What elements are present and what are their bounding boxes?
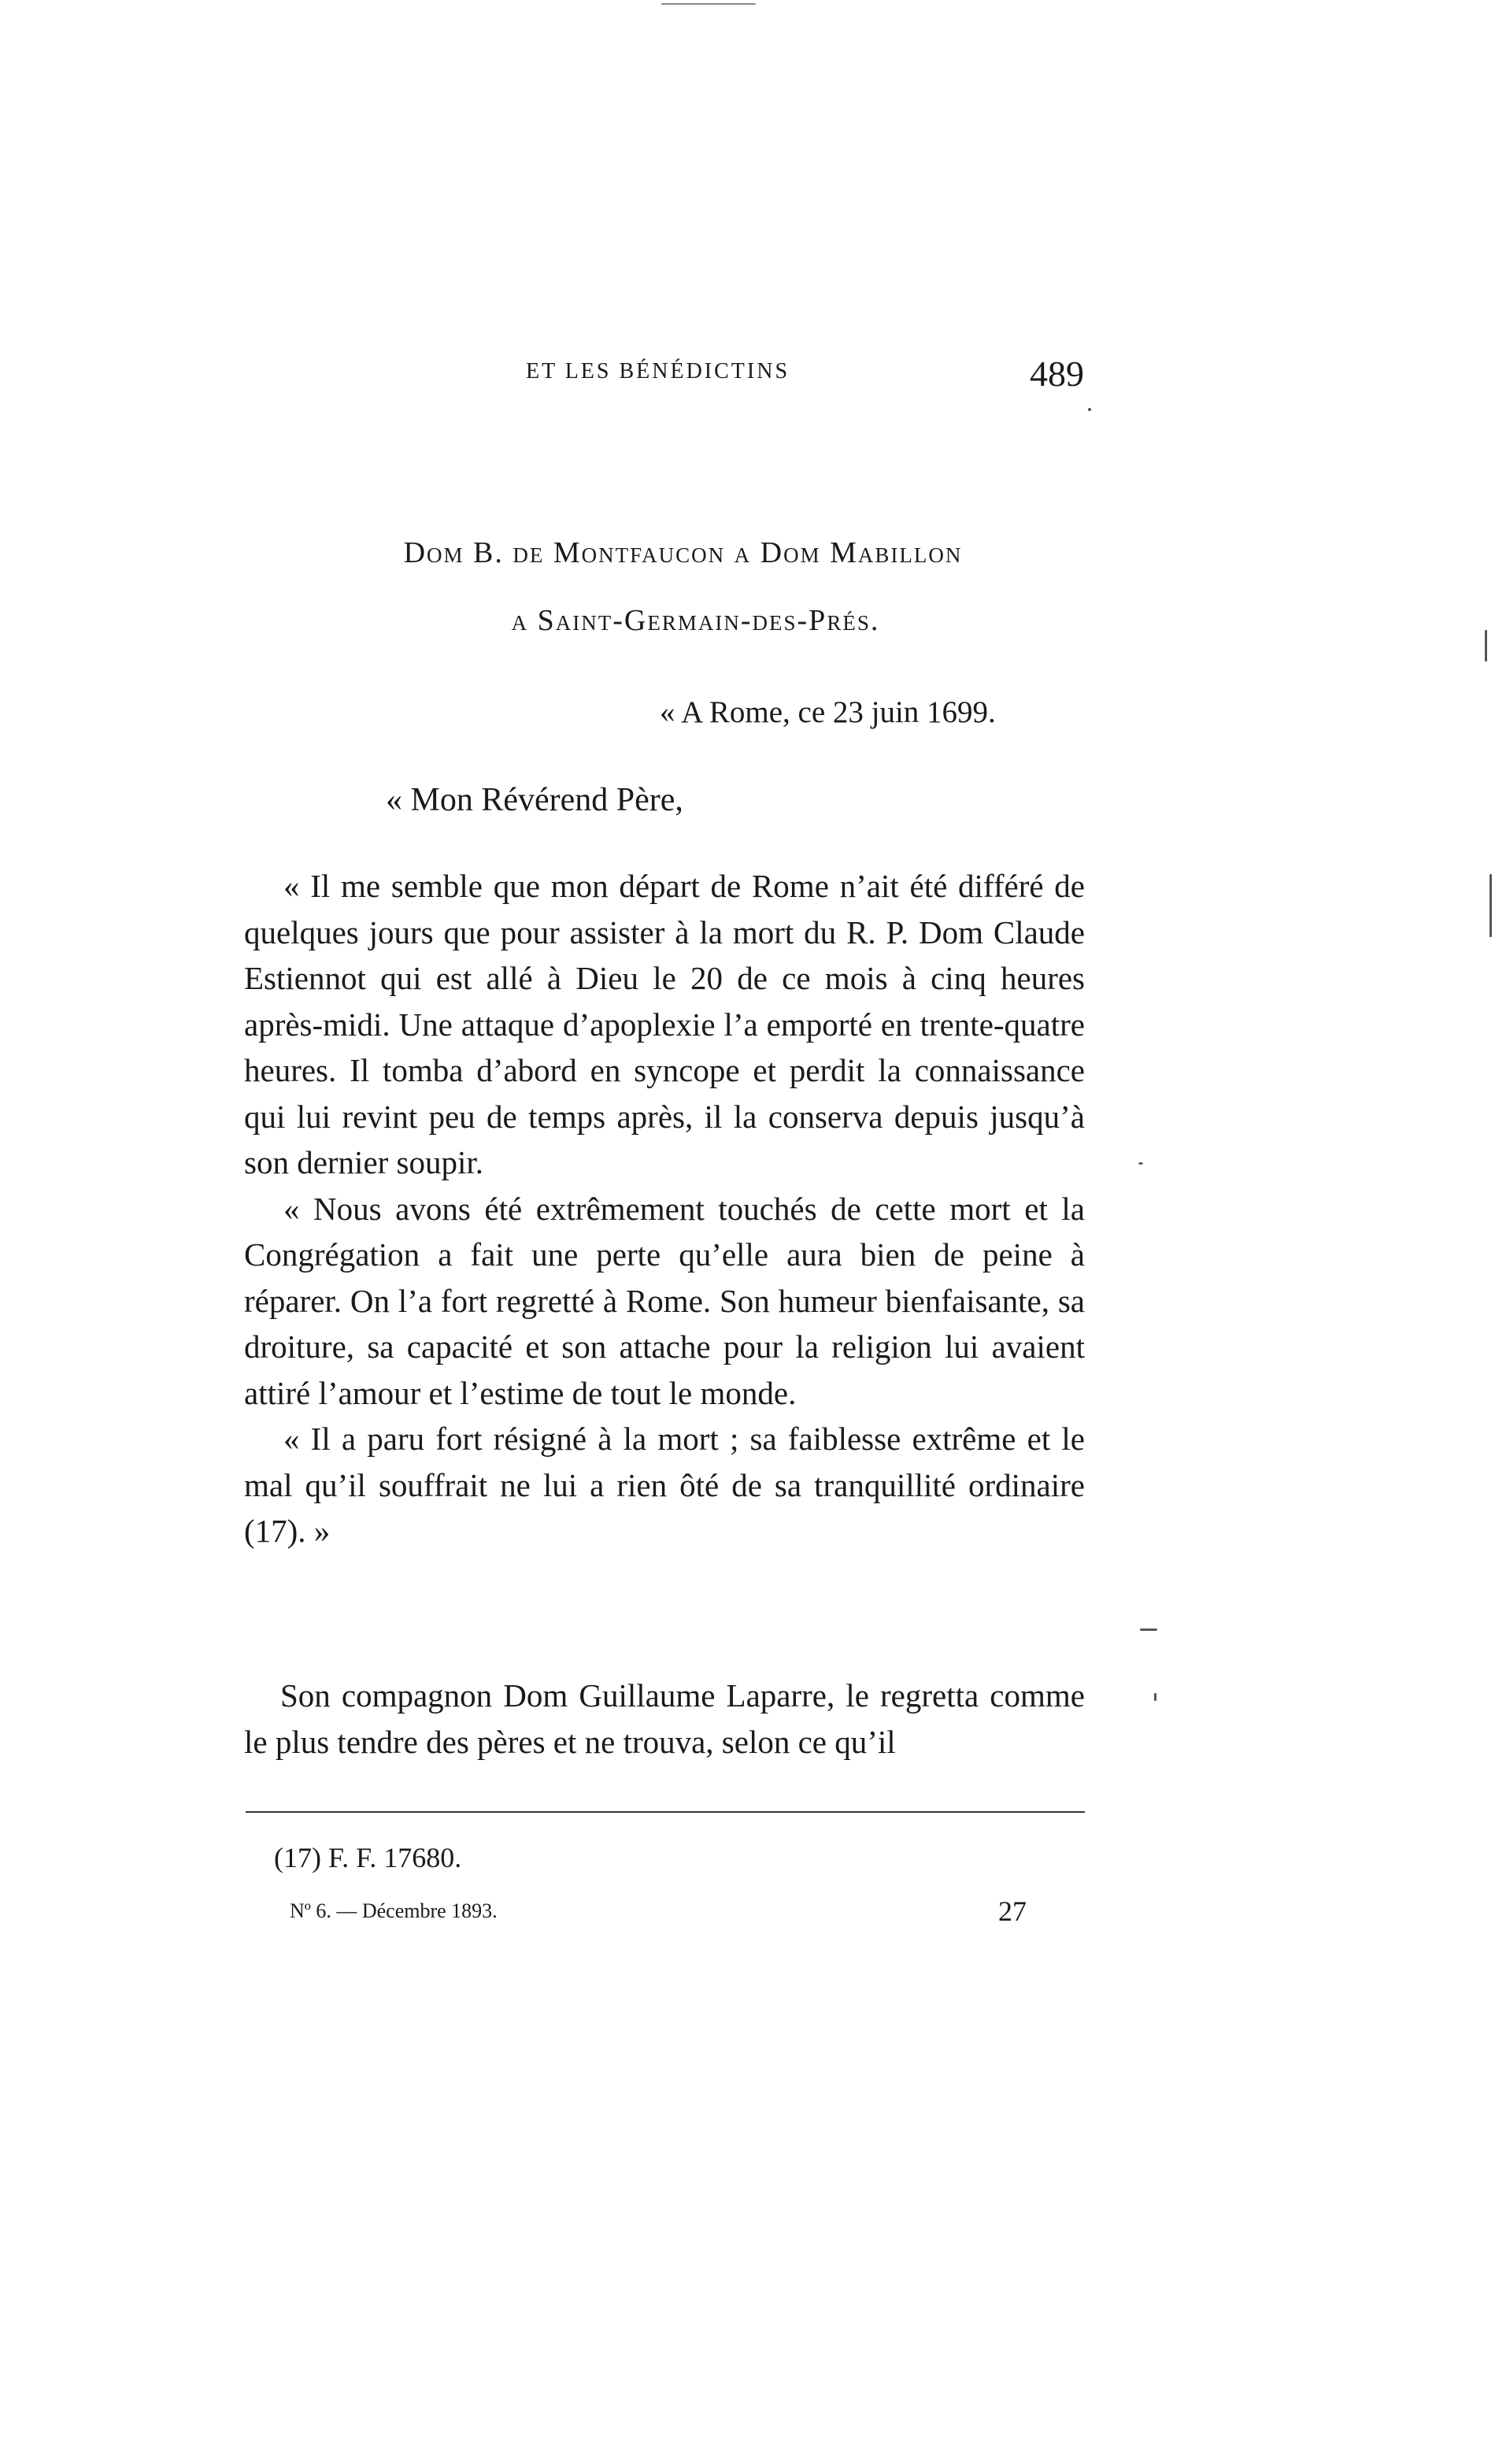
letter-body [244,863,1085,1554]
narrative-paragraph: Son compagnon Dom Guillaume Laparre, le regretta comme le plus tendre des pères et ne trouva, selon ce qu’il [244,1677,1085,1760]
footnote-17: (17) F. F. 17680. [274,1842,462,1873]
letter-paragraph-1: « Il me semble que mon départ de Rome n’ait été différé de quelques jours que pour assister à la mort du R. P. Dom Claude Estiennot qui est allé à Dieu le 20 de ce mois à cinq heures après-midi. Une attaque d’apoplexie l’a emporté en trente-quatre heures. Il tomba d’abord en syncope et perdit la connaissance qui lui revint peu de temps après, il la conserva depuis jusqu’à son dernier soupir. [244,868,1085,1180]
letter-paragraph-2: « Nous avons été extrêmement touchés de cette mort et la Congrégation a fait une perte qu’elle aura bien de peine à réparer. On l’a fort regretté à Rome. Son humeur bienfaisante, sa droiture, sa capacité et son attache pour la religion lui avaient attiré l’amour et l’estime de tout le monde. [244,1190,1085,1411]
letter-title-line-1: Dom B. de Montfaucon a Dom Mabillon [403,536,963,569]
scan-speck [1140,1628,1157,1631]
scan-speck [1489,874,1492,937]
narrative-body [244,1673,1085,1765]
scan-speck [1138,1162,1143,1165]
scan-speck [1088,408,1091,411]
scan-speck [661,3,756,5]
letter-title-line-2: a Saint-Germain-des-Prés. [511,604,880,637]
scan-speck [1154,1693,1156,1701]
page-number: 489 [1030,354,1084,394]
letter-salutation: « Mon Révérend Père, [386,782,683,818]
issue-signature: Nº 6. — Décembre 1893. [290,1899,498,1922]
running-title: ET LES BÉNÉDICTINS [526,359,790,383]
running-head [0,354,1495,398]
sheet-signature: 27 [998,1895,1027,1927]
scan-speck [1485,630,1487,661]
footnote-rule [246,1811,1085,1813]
letter-paragraph-3: « Il a paru fort résigné à la mort ; sa faiblesse extrême et le mal qu’il souffrait ne lui a rien ôté de sa tranquillité ordinaire (17). » [244,1421,1085,1549]
letter-dateline: « A Rome, ce 23 juin 1699. [660,695,996,729]
